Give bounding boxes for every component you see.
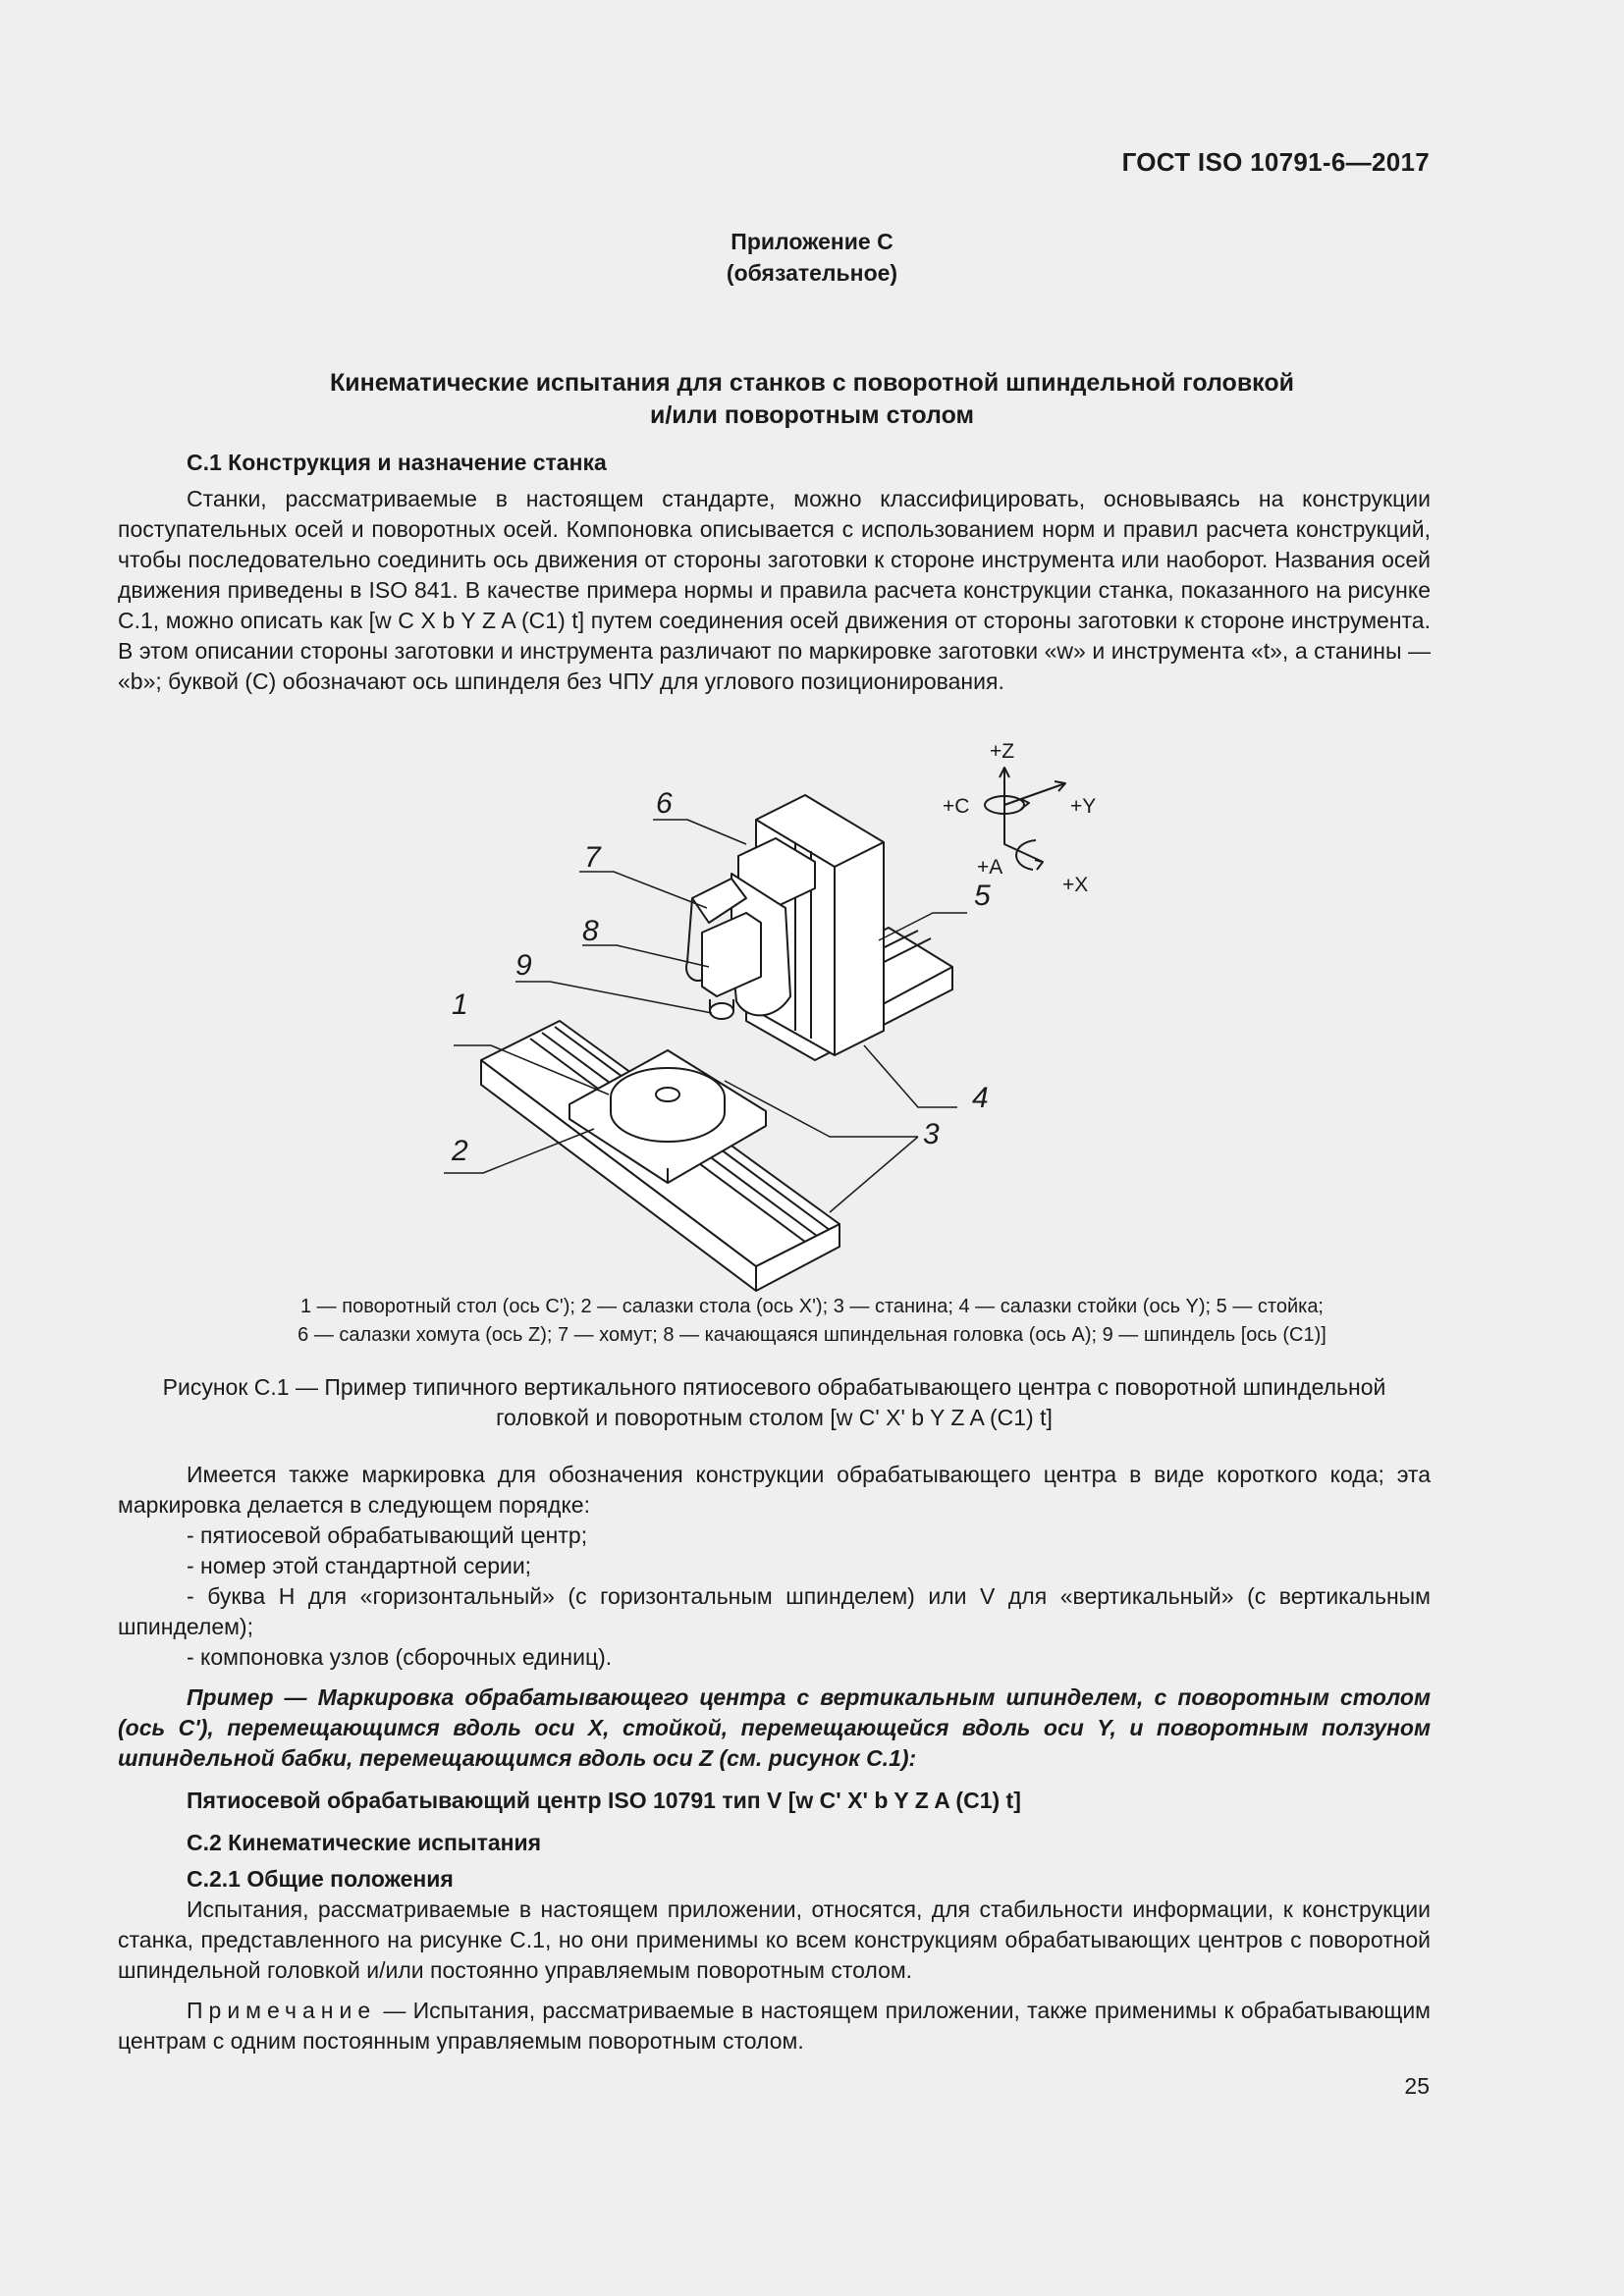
axis-label-c: +C (943, 795, 970, 818)
figure-label-3: 3 (923, 1118, 940, 1150)
figure-label-2: 2 (452, 1135, 468, 1167)
annex-heading (0, 226, 1624, 289)
axis-label-y: +Y (1070, 795, 1097, 818)
figure-label-4: 4 (972, 1082, 989, 1114)
section-c1 (118, 448, 1431, 697)
marking-example: Пример — Маркировка обрабатывающего центра с вертикальным шпинделем, с поворотным столом (ось С'), перемещающимся вдоль оси X, стойкой, перемещающейся вдоль оси Y, и поворотным ползуном шпиндельной бабки, перемещающимся вдоль оси Z (см. рисунок С.1): (118, 1684, 1431, 1771)
spindle (710, 1003, 733, 1019)
axis-label-a: +A (977, 856, 1003, 879)
axis-lines (1004, 768, 1043, 862)
marking-item: - компоновка узлов (сборочных единиц). (187, 1644, 613, 1670)
leader-8 (582, 945, 709, 967)
note-label: Примечание (187, 1998, 377, 2023)
marking-example-code: Пятиосевой обрабатывающий центр ISO 10791 тип V [w C' X' b Y Z A (C1) t] (187, 1788, 1021, 1813)
figure-label-1: 1 (452, 988, 468, 1021)
figure-label-5: 5 (974, 880, 991, 912)
axis-x-arrow (1035, 860, 1043, 870)
axis-c-arrow (1021, 799, 1029, 809)
main-title-line2: и/или поворотным столом (649, 401, 975, 429)
axis-label-z: +Z (990, 740, 1015, 763)
main-title (157, 367, 1467, 432)
leader-9 (515, 982, 712, 1013)
marking-item: - пятиосевой обрабатывающий центр; (187, 1522, 588, 1548)
marking-item: - буква H для «горизонтальный» (с горизонтальным шпинделем) или V для «вертикальный» (с вертикальным шпинделем); (118, 1583, 1431, 1639)
note (118, 1996, 1431, 2056)
figure-label-6: 6 (656, 787, 673, 820)
figure-label-9: 9 (515, 949, 532, 982)
legend-line2: 6 — салазки хомута (ось Z); 7 — хомут; 8 — качающаяся шпиндельная головка (ось A); 9 — шпиндель [ось (C1)] (298, 1324, 1326, 1346)
standard-number: ГОСТ ISO 10791-6—2017 (1121, 147, 1430, 177)
axis-label-x: +X (1062, 874, 1089, 896)
figure-label-8: 8 (582, 915, 599, 947)
figure-legend (137, 1293, 1487, 1350)
section-c1-paragraph: Станки, рассматриваемые в настоящем стандарте, можно классифицировать, основываясь на конструкции поступательных осей и поворотных осей. Компоновка описывается с использованием норм и правил расчета конструкций, чтобы последовательно соединить ось движения от стороны заготовки к стороне инструмента или наоборот. Названия осей движения приведены в ISO 841. В качестве примера нормы и правила расчета конструкции станка, показанного на рисунке С.1, можно описать как [w C X b Y Z A (C1) t] путем соединения осей движения от стороны заготовки к стороне инструмента. В этом описании стороны заготовки и инструмента различают по маркировке заготовки «w» и инструмента «t», а станины — «b»; буквой (C) обозначают ось шпинделя без ЧПУ для углового позиционирования. (118, 486, 1431, 694)
figure-caption: Рисунок С.1 — Пример типичного вертикального пятиосевого обрабатывающего центра с поворотной шпиндельной головкой и поворотным столом [w C' X' b Y Z A (C1) t] (162, 1374, 1386, 1430)
marking-section (118, 1460, 1431, 2056)
section-c2-heading: С.2 Кинематические испытания (187, 1830, 542, 1855)
machine-drawing (0, 726, 1624, 1296)
marking-intro: Имеется также маркировка для обозначения конструкции обрабатывающего центра в виде короткого кода; эта маркировка делается в следующем порядке: (118, 1462, 1431, 1518)
note-text: — Испытания, рассматриваемые в настоящем приложении, также применимы к обрабатывающим центрам с одним постоянным управляемым поворотным столом. (118, 1998, 1431, 2054)
marking-item: - номер этой стандартной серии; (187, 1553, 532, 1578)
annex-subtitle: (обязательное) (726, 260, 898, 286)
section-c21-heading: С.2.1 Общие положения (187, 1866, 454, 1892)
section-c21-paragraph: Испытания, рассматриваемые в настоящем приложении, относятся, для стабильности информации, к конструкции станка, представленного на рисунке С.1, но они применимы ко всем конструкциям обрабатывающих центров с поворотной шпиндельной головкой и/или постоянно управляемым поворотным столом. (118, 1896, 1431, 1983)
figure-c1 (0, 726, 1624, 1296)
leader-7 (579, 872, 707, 908)
axis-symbol (943, 740, 1096, 896)
axis-y-line (1004, 783, 1065, 805)
legend-line1: 1 — поворотный стол (ось C'); 2 — салазки стола (ось X'); 3 — станина; 4 — салазки стойки (ось Y); 5 — стойка; (300, 1296, 1324, 1317)
figure-label-7: 7 (584, 841, 601, 874)
annex-title: Приложение С (731, 229, 893, 254)
leader-6 (653, 820, 746, 844)
section-c1-heading: С.1 Конструкция и назначение станка (187, 450, 607, 475)
main-title-line1: Кинематические испытания для станков с поворотной шпиндельной головкой (329, 369, 1295, 397)
leader-4 (864, 1045, 957, 1107)
page-number: 25 (1404, 2073, 1430, 2099)
